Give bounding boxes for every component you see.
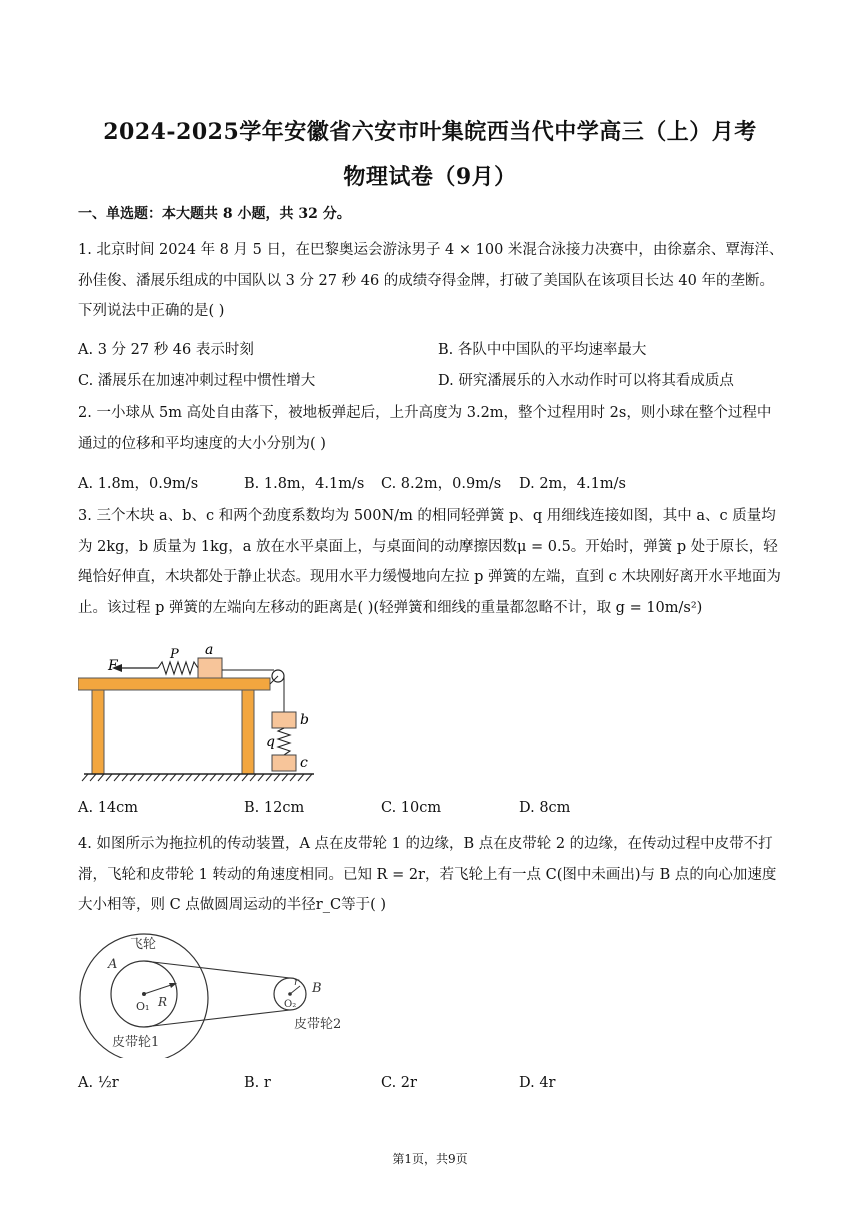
question-1-option-d: D. 研究潘展乐的入水动作时可以将其看成质点 bbox=[438, 373, 734, 389]
radius-r-small-label: r bbox=[294, 977, 299, 988]
flywheel-label: 飞轮 bbox=[130, 937, 157, 952]
block-a-label: a bbox=[205, 642, 214, 658]
question-1-option-c: C. 潘展乐在加速冲刺过程中惯性增大 bbox=[78, 373, 316, 389]
question-2-option-d: D. 2m，4.1m/s bbox=[519, 476, 626, 492]
exam-title-line1: 2024-2025学年安徽省六安市叶集皖西当代中学高三（上）月考 bbox=[103, 119, 757, 145]
spring-q-label: q bbox=[266, 734, 275, 750]
question-4-option-c: C. 2r bbox=[381, 1075, 417, 1091]
point-a-label: A bbox=[108, 957, 118, 972]
block-c-label: c bbox=[300, 755, 308, 771]
page-footer: 第1页，共9页 bbox=[392, 1152, 468, 1166]
radius-r-big-label: R bbox=[158, 995, 168, 1009]
question-2-option-a: A. 1.8m，0.9m/s bbox=[78, 476, 199, 492]
pulley-1-label: 皮带轮1 bbox=[112, 1035, 160, 1050]
section-heading-single-choice: 一、单选题：本大题共 8 小题，共 32 分。 bbox=[78, 206, 351, 222]
question-1-option-b: B. 各队中中国队的平均速率最大 bbox=[438, 342, 647, 358]
block-c bbox=[272, 755, 296, 771]
question-3-option-c: C. 10cm bbox=[381, 800, 442, 816]
center-o2-label: O₂ bbox=[284, 999, 297, 1010]
center-o1-label: O₁ bbox=[136, 1000, 150, 1013]
block-a bbox=[198, 658, 222, 678]
question-2-option-b: B. 1.8m，4.1m/s bbox=[244, 476, 365, 492]
question-1-option-a: A. 3 分 27 秒 46 表示时刻 bbox=[78, 342, 254, 358]
question-2-stem: 2. 一小球从 5m 高处自由落下，被地板弹起后，上升高度为 3.2m，整个过程用时 2s，则小球在整个过程中通过的位移和平均速度的大小分别为( ) bbox=[78, 405, 772, 452]
question-3-stem: 3. 三个木块 a、b、c 和两个劲度系数均为 500N/m 的相同轻弹簧 p、q 用细线连接如图，其中 a、c 质量均为 2kg，b 质量为 1kg，a 放在水平桌面上，与桌面间的动摩擦因数μ = 0.5。开始时，弹簧 p 处于原长，轻绳恰好伸直，木块都处于静止状态。现用水平力缓慢地向左拉 p 弹簧的左端，直到 c 木块刚好离开水平地面为止。该过程 p 弹簧的左端向左移动的距离是( )(轻弹簧和细线的重量都忽略不计，取 g = 10m/s²) bbox=[78, 508, 781, 616]
question-4-figure bbox=[78, 928, 378, 1058]
question-4-option-b: B. r bbox=[244, 1075, 271, 1091]
spring-p-label: P bbox=[170, 647, 179, 662]
question-4-stem: 4. 如图所示为拖拉机的传动装置，A 点在皮带轮 1 的边缘，B 点在皮带轮 2 的边缘，在传动过程中皮带不打滑，飞轮和皮带轮 1 转动的角速度相同。已知 R = 2r，若飞轮上有一点 C(图中未画出)与 B 点的向心加速度大小相等，则 C 点做圆周运动的半径r_C等于( ) bbox=[78, 836, 777, 913]
question-2-option-c: C. 8.2m，0.9m/s bbox=[381, 476, 502, 492]
question-3-option-b: B. 12cm bbox=[244, 800, 305, 816]
pulley-2-label: 皮带轮2 bbox=[294, 1017, 342, 1032]
question-3-option-d: D. 8cm bbox=[519, 800, 571, 816]
question-1-stem: 1. 北京时间 2024 年 8 月 5 日，在巴黎奥运会游泳男子 4 × 100 米混合泳接力决赛中，由徐嘉余、覃海洋、孙佳俊、潘展乐组成的中国队以 3 分 27 秒 46 的成绩夺得金牌，打破了美国队在该项目长达 40 年的垄断。下列说法中正确的是( ) bbox=[78, 242, 784, 319]
point-b-label: B bbox=[312, 981, 322, 996]
question-3-figure bbox=[78, 640, 318, 785]
question-3-option-a: A. 14cm bbox=[78, 800, 139, 816]
question-4-option-a: A. ½r bbox=[78, 1075, 119, 1091]
force-label: F bbox=[108, 658, 118, 674]
block-b-label: b bbox=[300, 712, 309, 728]
block-b bbox=[272, 712, 296, 728]
exam-title-line2: 物理试卷（9月） bbox=[343, 164, 517, 190]
question-4-option-d: D. 4r bbox=[519, 1075, 556, 1091]
